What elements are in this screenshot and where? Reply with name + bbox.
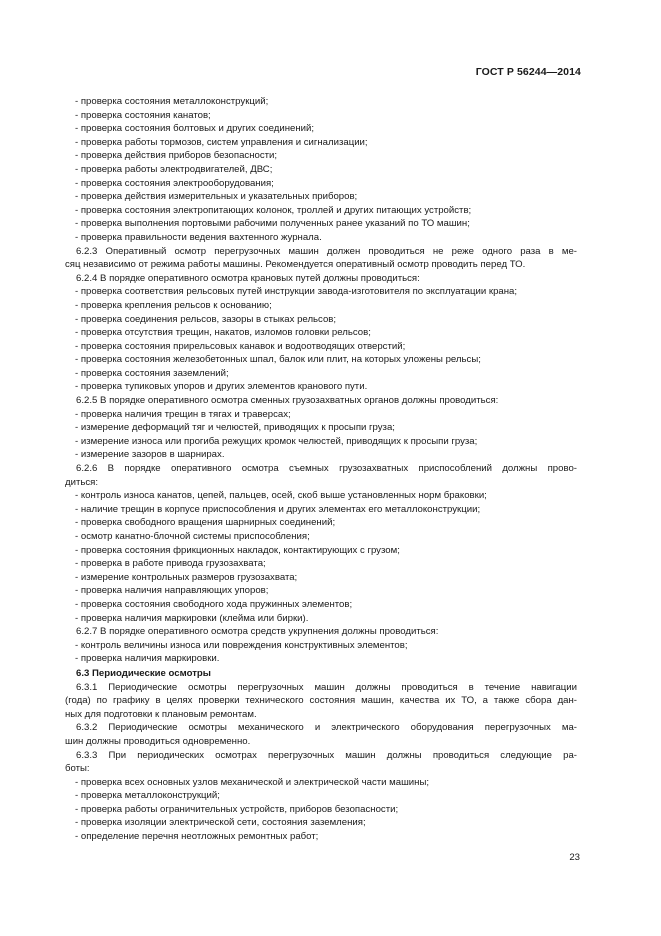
- list-item: - проверка состояния фрикционных накладок, контактирующих с грузом;: [75, 544, 400, 556]
- list-item: - проверка отсутствия трещин, накатов, изломов головки рельсов;: [75, 327, 371, 339]
- page-number: 23: [569, 852, 580, 863]
- list-item: - контроль величины износа или повреждения конструктивных элементов;: [75, 639, 408, 651]
- list-item: - проверка металлоконструкций;: [75, 790, 220, 802]
- list-item: - измерение износа или прогиба режущих кромок челюстей, приводящих к просыпи груза;: [75, 435, 478, 447]
- paragraph-line: 6.2.5 В порядке оперативного осмотра сменных грузозахватных органов должны проводиться:: [76, 395, 499, 407]
- list-item: - проверка соединения рельсов, зазоры в стыках рельсов;: [75, 313, 337, 325]
- list-item: - проверка свободного вращения шарнирных соединений;: [75, 517, 336, 529]
- list-item: - проверка состояния электрооборудования;: [75, 177, 274, 189]
- list-item: - проверка состояния болтовых и других соединений;: [75, 123, 315, 135]
- list-item: - проверка соответствия рельсовых путей инструкции завода-изготовителя по эксплуатации крана;: [75, 286, 518, 298]
- paragraph-continuation: диться:: [65, 476, 99, 488]
- list-item: - измерение зазоров в шарнирах.: [75, 449, 225, 461]
- list-item: - измерение контрольных размеров грузозахвата;: [75, 571, 298, 583]
- list-item: - проверка выполнения портовыми рабочими полученных ранее указаний по ТО машин;: [75, 218, 470, 230]
- section-heading: 6.3 Периодические осмотры: [76, 667, 211, 679]
- paragraph-line: 6.2.4 В порядке оперативного осмотра крановых путей должны проводиться:: [76, 272, 420, 284]
- list-item: - проверка действия приборов безопасности;: [75, 150, 278, 162]
- list-item: - проверка тупиковых упоров и других элементов кранового пути.: [75, 381, 368, 393]
- list-item: - проверка работы тормозов, систем управления и сигнализации;: [75, 136, 368, 148]
- paragraph-line: 6.3.2 Периодические осмотры механического и электрического оборудования перегрузочных ма-: [76, 722, 577, 734]
- list-item: - проверка наличия направляющих упоров;: [75, 585, 269, 597]
- list-item: - проверка состояния свободного хода пружинных элементов;: [75, 598, 353, 610]
- list-item: - наличие трещин в корпусе приспособления и других элементах его металлоконструкции;: [75, 503, 481, 515]
- list-item: - проверка состояния заземлений;: [75, 367, 229, 379]
- paragraph-continuation: боты:: [65, 763, 90, 775]
- paragraph-continuation: ных для подготовки к плановым ремонтам.: [65, 708, 257, 720]
- list-item: - проверка состояния прирельсовых канавок и водоотводящих отверстий;: [75, 340, 406, 352]
- list-item: - проверка состояния электропитающих колонок, троллей и других питающих устройств;: [75, 204, 472, 216]
- paragraph-continuation: шин должны проводиться одновременно.: [65, 735, 251, 747]
- list-item: - проверка работы электродвигателей, ДВС;: [75, 163, 273, 175]
- list-item: - измерение деформаций тяг и челюстей, приводящих к просыпи груза;: [75, 422, 395, 434]
- list-item: - проверка наличия маркировки (клейма или бирки).: [75, 612, 309, 624]
- list-item: - проверка в работе привода грузозахвата;: [75, 558, 266, 570]
- list-item: - проверка изоляции электрической сети, состояния заземления;: [75, 817, 366, 829]
- list-item: - проверка действия измерительных и указательных приборов;: [75, 191, 358, 203]
- paragraph-line: 6.3.1 Периодические осмотры перегрузочных машин должны проводиться в течение навигации: [76, 681, 577, 693]
- paragraph-continuation: сяц независимо от режима работы машины. Рекомендуется оперативный осмотр проводить перед ТО.: [65, 259, 526, 271]
- document-body: [65, 95, 577, 844]
- list-item: - проверка состояния металлоконструкций;: [75, 96, 269, 107]
- paragraph-line: 6.2.7 В порядке оперативного осмотра средств укрупнения должны проводиться:: [76, 626, 439, 638]
- list-item: - осмотр канатно-блочной системы приспособления;: [75, 531, 310, 542]
- list-item: - проверка наличия маркировки.: [75, 653, 220, 665]
- paragraph-line: 6.2.6 В порядке оперативного осмотра съемных грузозахватных приспособлений должны прово-: [76, 463, 577, 475]
- list-item: - проверка состояния железобетонных шпал, балок или плит, на которых уложены рельсы;: [75, 354, 481, 366]
- list-item: - проверка наличия трещин в тягах и траверсах;: [75, 408, 291, 420]
- list-item: - контроль износа канатов, цепей, пальцев, осей, скоб выше установленных норм браковки;: [75, 490, 487, 502]
- paragraph-line: 6.2.3 Оперативный осмотр перегрузочных машин должен проводиться не реже одного раза в ме-: [76, 245, 577, 257]
- list-item: - определение перечня неотложных ремонтных работ;: [75, 831, 319, 843]
- list-item: - проверка всех основных узлов механической и электрической части машины;: [75, 776, 430, 788]
- paragraph-continuation: (года) по графику в целях проверки технического состояния машин, качества их ТО, а также сбора дан-: [65, 695, 577, 707]
- list-item: - проверка работы ограничительных устройств, приборов безопасности;: [75, 803, 399, 815]
- list-item: - проверка крепления рельсов к основанию;: [75, 299, 272, 311]
- list-item: - проверка состояния канатов;: [75, 109, 211, 121]
- list-item: - проверка правильности ведения вахтенного журнала.: [75, 231, 322, 243]
- paragraph-line: 6.3.3 При периодических осмотрах перегрузочных машин должны проводиться следующие ра-: [76, 749, 577, 761]
- document-code-header: ГОСТ Р 56244—2014: [475, 66, 581, 78]
